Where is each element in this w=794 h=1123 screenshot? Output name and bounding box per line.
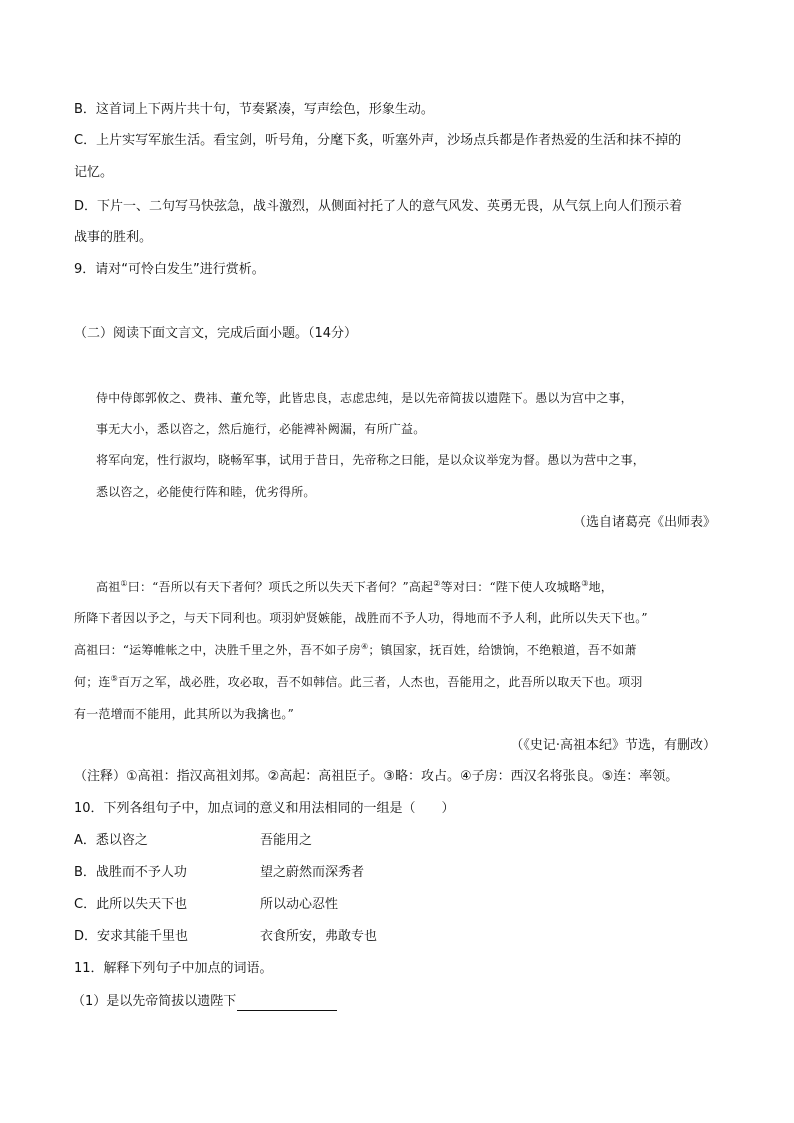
passage-2-line: 有一范增而不能用，此其所以为我擒也。” xyxy=(74,707,294,721)
text: 地， xyxy=(588,580,613,594)
text: ；镇国家，抚百姓，给馈饷，不绝粮道，吾不如萧 xyxy=(368,643,637,657)
text: 曰：“吾所以有天下者何？项氏之所以失天下者何？”高起 xyxy=(127,580,434,594)
passage-2-source: （《史记·高祖本纪》节选，有删改） xyxy=(510,738,716,753)
question-9: 9．请对“可怜白发生”进行赏析。 xyxy=(74,262,265,277)
option-c-line1: C．上片实写军旅生活。看宝剑，听号角，分麾下炙，听塞外声，沙场点兵都是作者热爱的生活和抹不掉的 xyxy=(74,133,682,148)
option-b: B．这首词上下两片共十句，节奏紧凑，写声绘色，形象生动。 xyxy=(74,102,434,117)
passage-1-line: 悉以咨之，必能使行阵和睦，优劣得所。 xyxy=(96,485,316,499)
item-text: （1）是以先帝简拔以遗陛下 xyxy=(72,994,237,1009)
answer-blank[interactable] xyxy=(237,996,337,1011)
section-2-heading: （二）阅读下面文言文，完成后面小题。（14分） xyxy=(74,326,358,341)
passage-1-line: 侍中侍郎郭攸之、费祎、董允等，此皆忠良，志虑忠纯，是以先帝简拔以遗陛下。愚以为宫中之事， xyxy=(96,391,633,405)
text: 高祖曰：“运筹帷帐之中，决胜千里之外，吾不如子房 xyxy=(74,643,361,657)
option-b-left: B．战胜而不予人功 xyxy=(74,865,187,880)
option-d-line1: D．下片一、二句写马快弦急，战斗激烈，从侧面衬托了人的意气风发、英勇无畏，从气氛上向人们预示着 xyxy=(74,199,683,214)
question-11-stem: 11．解释下列句子中加点的词语。 xyxy=(74,961,273,976)
option-a-left: A．悉以咨之 xyxy=(74,833,148,848)
option-d-right: 衣食所安，弗敢专也 xyxy=(260,929,378,944)
passage-2-line xyxy=(74,641,637,659)
footnote-marker: ③ xyxy=(581,579,589,588)
text: 何；连 xyxy=(74,675,111,689)
passage-1-line: 将军向宠，性行淑均，晓畅军事，试用于昔日，先帝称之曰能，是以众议举宠为督。愚以为营中之事， xyxy=(96,453,646,467)
option-c-left: C．此所以失天下也 xyxy=(74,897,188,912)
option-c-right: 所以动心忍性 xyxy=(260,897,339,912)
option-d-left: D．安求其能千里也 xyxy=(74,929,189,944)
footnote-marker: ② xyxy=(433,579,441,588)
passage-1-source: （选自诸葛亮《出师表》 xyxy=(572,515,716,530)
option-b-right: 望之蔚然而深秀者 xyxy=(260,865,365,880)
annotation-notes: （注释）①高祖：指汉高祖刘邦。②高起：高祖臣子。③略：攻占。④子房：西汉名将张良。⑤连：率领。 xyxy=(74,769,679,784)
question-11-item-1 xyxy=(72,993,337,1011)
question-10-stem: 10．下列各组句子中，加点词的意义和用法相同的一组是（ ） xyxy=(74,801,455,816)
footnote-marker: ① xyxy=(120,579,128,588)
footnote-marker: ④ xyxy=(360,642,369,651)
text: 等对曰：“陛下使人攻城略 xyxy=(440,580,582,594)
footnote-marker: ⑤ xyxy=(110,674,118,683)
option-a-right: 吾能用之 xyxy=(260,833,313,848)
option-c-line2: 记忆。 xyxy=(74,165,114,180)
text: 高祖 xyxy=(96,580,121,594)
passage-2-line: 所降下者因以予之，与天下同利也。项羽妒贤嫉能，战胜而不予人功，得地而不予人利，此所以失天下也。” xyxy=(74,611,648,625)
text: 百万之军，战必胜，攻必取，吾不如韩信。此三者，人杰也，吾能用之，此吾所以取天下也。项羽 xyxy=(117,675,643,689)
option-d-line2: 战事的胜利。 xyxy=(74,230,153,245)
passage-2-line xyxy=(96,578,613,596)
passage-1-line: 事无大小，悉以咨之，然后施行，必能裨补阙漏，有所广益。 xyxy=(96,422,426,436)
passage-2-line xyxy=(74,673,643,691)
